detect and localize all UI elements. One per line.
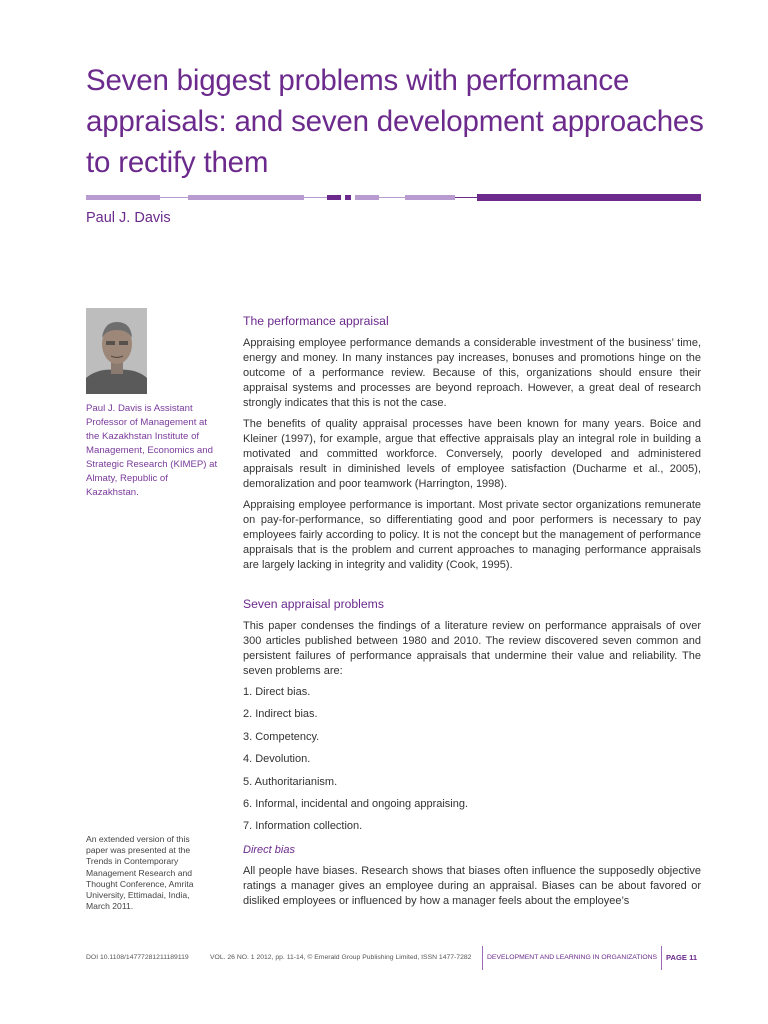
- section-heading: Seven appraisal problems: [243, 597, 384, 611]
- list-item: 1. Direct bias.: [243, 686, 311, 698]
- list-item: 6. Informal, incidental and ongoing appraising.: [243, 797, 469, 810]
- list-item: 5. Authoritarianism.: [243, 775, 338, 788]
- body-paragraph: Appraising employee performance is important. Most private sector organizations remunerate on pay-for-performance, so differentiating good and poor performers is necessary to pay employees fairly according to policy. It is not the concept but the management of performance appraisals that is the problem and current approaches to managing performance appraisals are largely lacking in integrity and validity (Cook, 1995).: [243, 499, 701, 571]
- author-photo: [86, 308, 147, 394]
- author-bio: Paul J. Davis is Assistant Professor of Management at the Kazakhstan Institute of Management, Economics and Strategic Research (KIMEP) at Almaty, Republic of Kazakhstan.: [86, 403, 218, 498]
- footer-doi: DOI 10.1108/14777281211189119: [86, 954, 189, 961]
- footer-divider: [482, 946, 483, 970]
- article-title: Seven biggest problems with performance appraisals: and seven development approaches to rectify them: [86, 64, 704, 179]
- list-item: 2. Indirect bias.: [243, 708, 318, 721]
- body-paragraph: This paper condenses the findings of a literature review on performance appraisals of over 300 articles published between 1980 and 2010. The review discovered seven common and persistent failures of performance appraisals that undermine their value and reliability. The seven problems are:: [243, 620, 701, 677]
- decorative-rule: [86, 194, 701, 201]
- body-paragraph: The benefits of quality appraisal processes have been known for many years. Boice and Kleiner (1997), for example, argue that effective appraisals play an integral role in building a motivated and committed workforce. Conversely, poorly developed and administered appraisals result in diminished levels of employee satisfaction (Ducharme et al., 2005), demoralization and poor teamwork (Harrington, 1998).: [243, 418, 701, 490]
- article-body: [243, 313, 701, 915]
- author-name: Paul J. Davis: [86, 210, 171, 226]
- conference-note: An extended version of this paper was presented at the Trends in Contemporary Management Research and Thought Conference, Amrita University, Ettimadai, India, March 2011.: [86, 834, 194, 912]
- page-footer: [86, 950, 701, 966]
- body-paragraph: All people have biases. Research shows that biases often influence the supposedly objective ratings a manager gives an employee during an appraisal. Biases can be about favored or disliked employees or influenced by how a manager feels about the employee’s: [243, 864, 701, 907]
- list-item: 4. Devolution.: [243, 753, 311, 766]
- subsection-heading: Direct bias: [243, 843, 295, 856]
- footer-divider: [661, 946, 662, 970]
- body-paragraph: Appraising employee performance demands a considerable investment of the business’ time, energy and money. In many instances pay increases, bonuses and promotions hinge on the outcome of a performance review. Because of this, organizations should ensure their appraisal systems and processes are beyond reproach. However, a great deal of research strongly indicates that this is not the case.: [243, 337, 701, 409]
- problems-list: [243, 685, 701, 834]
- page-number: PAGE 11: [666, 953, 698, 962]
- list-item: 7. Information collection.: [243, 820, 363, 833]
- footer-journal: DEVELOPMENT AND LEARNING IN ORGANIZATIONS: [487, 954, 658, 961]
- portrait-image: [86, 308, 147, 394]
- section-heading: The performance appraisal: [243, 314, 389, 328]
- list-item: 3. Competency.: [243, 730, 320, 743]
- footer-citation: VOL. 26 NO. 1 2012, pp. 11-14, © Emerald Group Publishing Limited, ISSN 1477-7282: [210, 954, 472, 961]
